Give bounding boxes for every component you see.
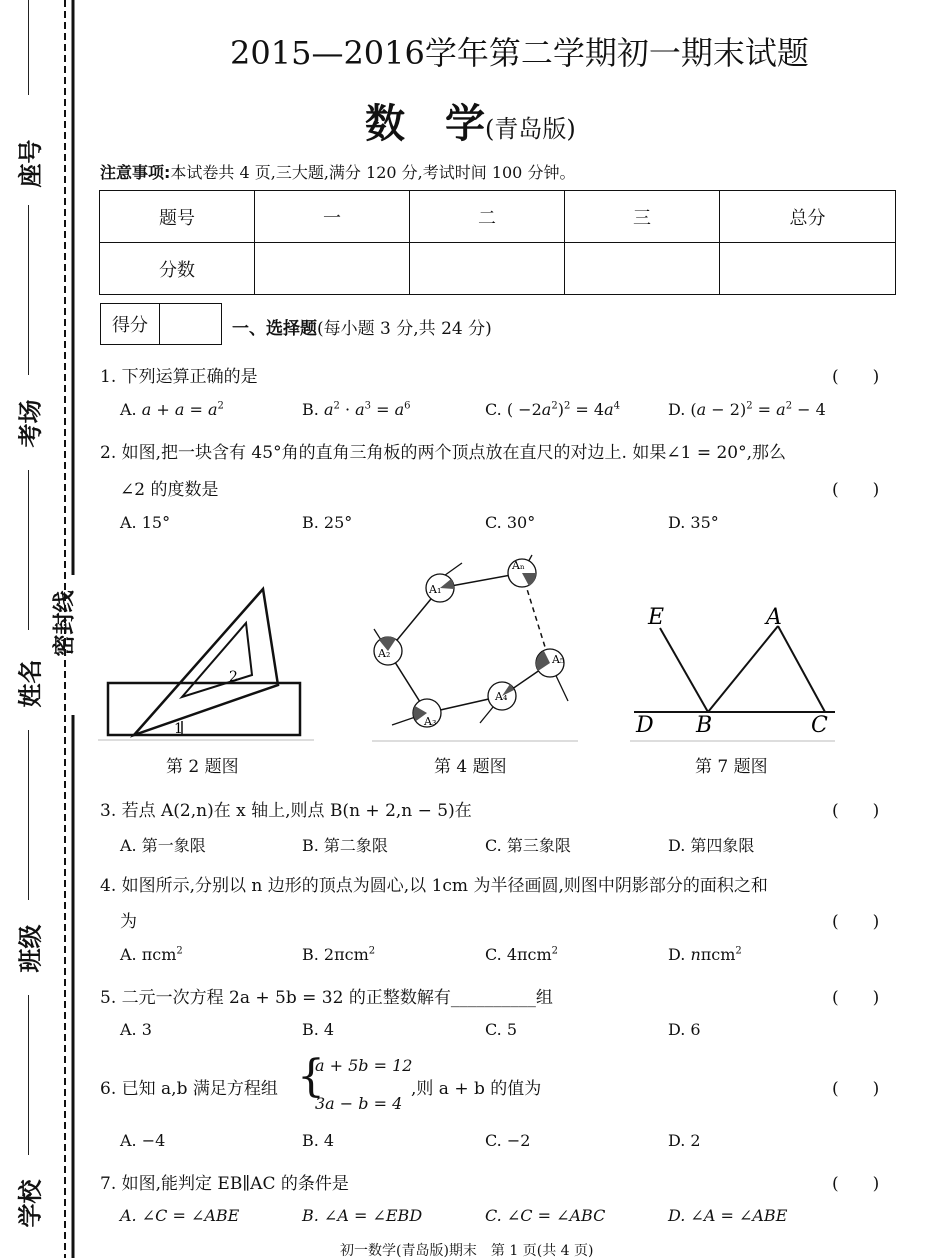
seat-label: 座号	[16, 139, 45, 188]
answer-paren: ( )	[832, 367, 880, 387]
score-table-header-row	[100, 191, 896, 243]
edition: (青岛版)	[485, 115, 576, 143]
point-label: D	[636, 713, 654, 738]
notice-label: 注意事项:	[100, 163, 171, 182]
answer-paren: ( )	[832, 480, 880, 500]
table-cell: 分数	[100, 243, 255, 295]
score-cell[interactable]	[255, 243, 410, 295]
answer-paren: ( )	[832, 801, 880, 821]
point-label: B	[696, 713, 713, 738]
class-label: 班级	[16, 924, 45, 973]
q3-option-c: C. 第三象限	[485, 836, 571, 855]
section-score-box	[100, 303, 222, 345]
question-4-stem: 4. 如图所示,分别以 n 边形的顶点为圆心,以 1cm 为半径画圆,则图中阴影部分的面积之和	[100, 876, 768, 896]
q3-option-a: A. 第一象限	[120, 836, 206, 855]
point-label: C	[811, 713, 828, 738]
figure-7-caption: 第 7 题图	[695, 757, 768, 777]
binding-line	[28, 0, 29, 95]
question-2-stem: 2. 如图,把一块含有 45°角的直角三角板的两个顶点放在直尺的对边上. 如果∠1 = 20°,那么	[100, 443, 787, 463]
q7-option-c: C. ∠C = ∠ABC	[485, 1206, 606, 1225]
q1-option-b: B. $a^2 \cdot a^3 = a^6$	[302, 400, 411, 419]
q1-option-c: C. ( $-2a^2)^2 = 4a^4$	[485, 400, 620, 419]
q6-pre: 6. 已知 a,b 满足方程组	[100, 1079, 278, 1099]
question-2-stem-cont: ∠2 的度数是	[120, 480, 219, 500]
vertex-label: A₄	[495, 690, 508, 703]
q7-option-d: D. ∠A = ∠ABE	[668, 1206, 788, 1225]
figure-4-caption: 第 4 题图	[434, 757, 507, 777]
seal-line-label: 密封线	[52, 590, 78, 657]
q6-equation-1: a + 5b = 12	[315, 1056, 413, 1075]
binding-line	[28, 470, 29, 630]
binding-line	[28, 995, 29, 1155]
score-cell[interactable]	[720, 243, 896, 295]
vertex-label: A₃	[424, 715, 437, 728]
q3-option-d: D. 第四象限	[668, 836, 755, 855]
vertex-label: Aₙ	[512, 559, 525, 572]
question-6-stem	[100, 1074, 278, 1099]
score-table	[99, 190, 896, 295]
section-note: (每小题 3 分,共 24 分)	[317, 319, 492, 339]
q2-option-a: A. 15°	[120, 513, 171, 532]
question-3-stem: 3. 若点 A(2,n)在 x 轴上,则点 B(n + 2,n − 5)在	[100, 801, 472, 821]
score-cell[interactable]	[565, 243, 720, 295]
q4-option-b: B. 2πcm$^2$	[302, 945, 376, 964]
angle-2-label: 2	[229, 669, 238, 685]
q6-option-c: C. −2	[485, 1131, 531, 1150]
q3-option-b: B. 第二象限	[302, 836, 388, 855]
q1-option-d: D. $(a - 2)^2 = a^2 - 4$	[668, 400, 826, 419]
table-cell: 三	[565, 191, 720, 243]
question-4-stem-cont: 为	[120, 912, 137, 932]
q6-option-b: B. 4	[302, 1131, 335, 1150]
q6-option-a: A. −4	[120, 1131, 166, 1150]
subject-title	[365, 92, 576, 149]
score-box-blank[interactable]	[160, 304, 221, 344]
figure-4	[372, 553, 578, 743]
point-label: A	[766, 605, 782, 630]
vertex-label: A₁	[429, 583, 442, 596]
table-cell: 二	[410, 191, 565, 243]
table-cell: 一	[255, 191, 410, 243]
figure-2-caption: 第 2 题图	[166, 757, 239, 777]
answer-paren: ( )	[832, 912, 880, 932]
score-table-score-row	[100, 243, 896, 295]
q4-option-c: C. 4πcm$^2$	[485, 945, 559, 964]
q6-equation-2: 3a − b = 4	[315, 1094, 403, 1113]
binding-line	[28, 205, 29, 375]
answer-paren: ( )	[832, 1174, 880, 1194]
q5-option-a: A. 3	[120, 1020, 152, 1039]
answer-paren: ( )	[832, 1079, 880, 1099]
score-box-label: 得分	[101, 304, 160, 344]
vertex-label: A₅	[552, 653, 565, 666]
q4-option-d: D. nπcm$^2$	[668, 945, 742, 964]
section-title: 一、选择题	[232, 319, 317, 339]
room-label: 考场	[16, 399, 45, 448]
q7-option-a: A. ∠C = ∠ABE	[120, 1206, 240, 1225]
section-heading	[232, 314, 492, 339]
q4-option-a: A. πcm$^2$	[120, 945, 183, 964]
point-label: E	[648, 605, 665, 630]
binding-line	[28, 730, 29, 900]
figure-2	[98, 583, 316, 743]
notice	[100, 160, 575, 183]
q6-option-d: D. 2	[668, 1131, 701, 1150]
q7-option-b: B. ∠A = ∠EBD	[302, 1206, 423, 1225]
q1-option-a: A. $a + a = a^2$	[120, 400, 224, 419]
name-label: 姓名	[16, 659, 45, 708]
table-cell: 题号	[100, 191, 255, 243]
table-cell: 总分	[720, 191, 896, 243]
angle-1-label: 1	[174, 721, 183, 737]
system-brace: {	[297, 1051, 325, 1102]
question-1-stem: 1. 下列运算正确的是	[100, 367, 258, 387]
q5-option-c: C. 5	[485, 1020, 518, 1039]
answer-paren: ( )	[832, 988, 880, 1008]
question-7-stem: 7. 如图,能判定 EB∥AC 的条件是	[100, 1174, 349, 1194]
page-footer: 初一数学(青岛版)期末 第 1 页(共 4 页)	[340, 1243, 594, 1259]
vertex-label: A₂	[378, 647, 391, 660]
q6-post: ,则 a + b 的值为	[411, 1079, 542, 1099]
q5-option-d: D. 6	[668, 1020, 701, 1039]
figure-7	[630, 598, 838, 743]
exam-title: 2015—2016学年第二学期初一期末试题	[230, 34, 809, 72]
q2-option-c: C. 30°	[485, 513, 536, 532]
q5-option-b: B. 4	[302, 1020, 335, 1039]
notice-text: 本试卷共 4 页,三大题,满分 120 分,考试时间 100 分钟。	[170, 163, 576, 182]
q2-option-b: B. 25°	[302, 513, 353, 532]
score-cell[interactable]	[410, 243, 565, 295]
q2-option-d: D. 35°	[668, 513, 719, 532]
subject-name: 数 学	[365, 101, 485, 147]
question-5-stem: 5. 二元一次方程 2a + 5b = 32 的正整数解有__________组	[100, 988, 553, 1008]
school-label: 学校	[16, 1179, 45, 1228]
